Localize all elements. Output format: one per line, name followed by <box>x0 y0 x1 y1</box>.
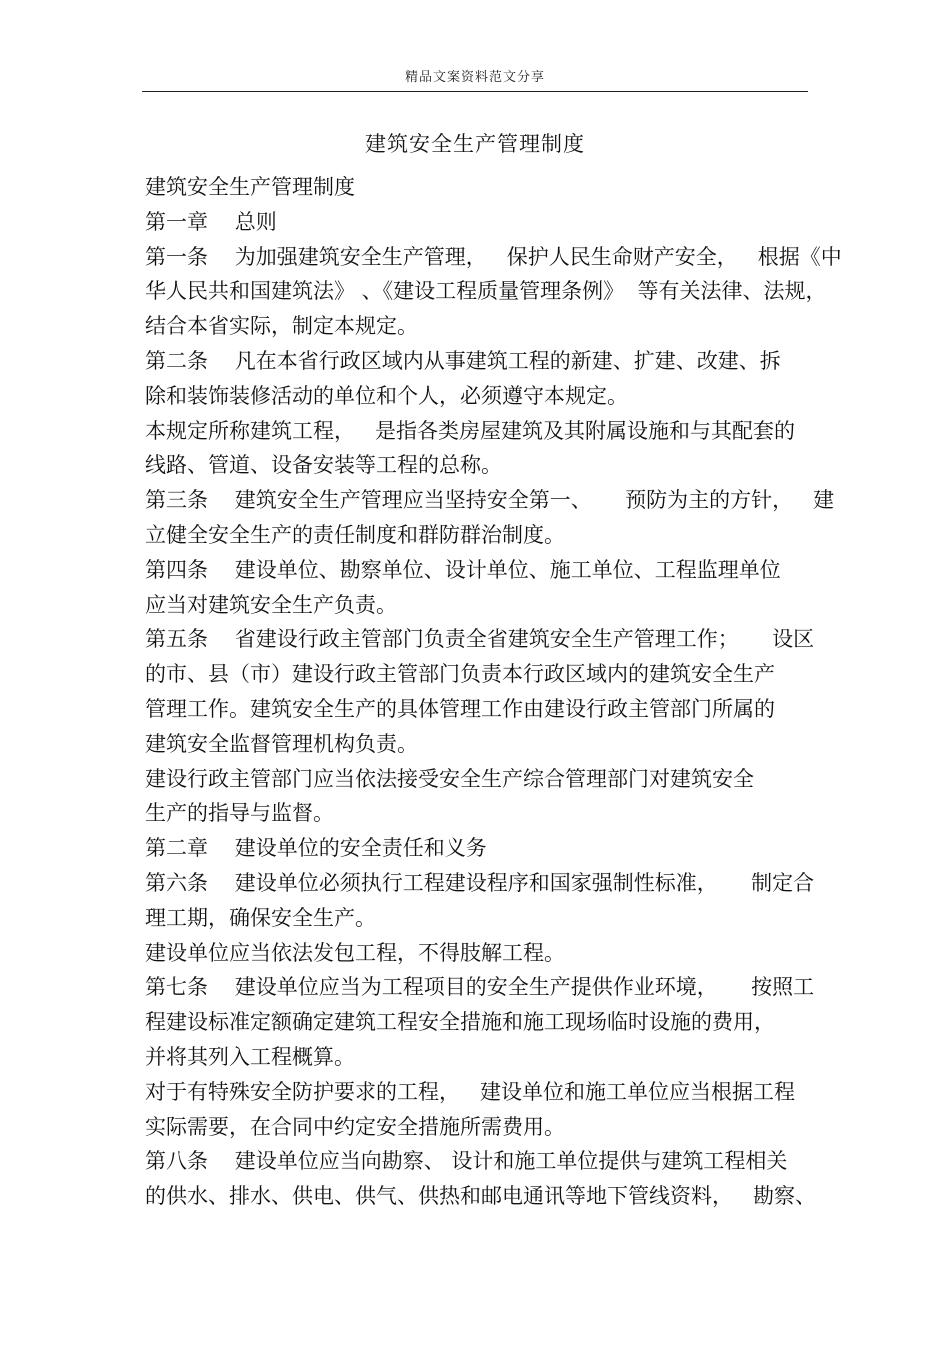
body-line: 华人民共和国建筑法》 、《建设工程质量管理条例》 等有关法律、法规， <box>145 279 827 304</box>
body-line: 线路、管道、设备安装等工程的总称。 <box>145 453 502 478</box>
body-line: 第二章 建设单位的安全责任和义务 <box>145 836 487 861</box>
body-line: 第一条 为加强建筑安全生产管理， 保护人民生命财产安全， 根据《中 <box>145 244 842 269</box>
body-line: 实际需要，在合同中约定安全措施所需费用。 <box>145 1114 565 1139</box>
document-body <box>145 170 842 1214</box>
body-line: 建设行政主管部门应当依法接受安全生产综合管理部门对建筑安全 <box>145 766 754 791</box>
body-line: 的市、县（市）建设行政主管部门负责本行政区域内的建筑安全生产 <box>145 662 775 687</box>
body-line: 第二条 凡在本省行政区域内从事建筑工程的新建、扩建、改建、拆 <box>145 348 781 373</box>
body-line: 管理工作。建筑安全生产的具体管理工作由建设行政主管部门所属的 <box>145 696 775 721</box>
body-line: 立健全安全生产的责任制度和群防群治制度。 <box>145 522 565 547</box>
body-line: 建筑安全生产管理制度 <box>145 175 355 199</box>
document-title: 建筑安全生产管理制度 <box>365 132 585 156</box>
body-line: 第三条 建筑安全生产管理应当坚持安全第一、 预防为主的方针， 建 <box>145 488 835 513</box>
body-line: 生产的指导与监督。 <box>145 801 334 826</box>
body-line: 并将其列入工程概算。 <box>145 1044 355 1069</box>
body-line: 程建设标准定额确定建筑工程安全措施和施工现场临时设施的费用， <box>145 1010 775 1035</box>
body-line: 建设单位应当依法发包工程，不得肢解工程。 <box>145 940 565 965</box>
body-line: 本规定所称建筑工程， 是指各类房屋建筑及其附属设施和与其配套的 <box>145 418 796 443</box>
body-line: 理工期，确保安全生产。 <box>145 905 376 930</box>
body-line: 第四条 建设单位、勘察单位、设计单位、施工单位、工程监理单位 <box>145 557 781 582</box>
body-line: 第一章 总则 <box>145 209 277 234</box>
body-line: 第八条 建设单位应当向勘察、 设计和施工单位提供与建筑工程相关 <box>145 1149 788 1174</box>
body-line: 第五条 省建设行政主管部门负责全省建筑安全生产管理工作； 设区 <box>145 627 815 652</box>
body-line: 应当对建筑安全生产负责。 <box>145 592 397 617</box>
body-line: 结合本省实际，制定本规定。 <box>145 314 418 339</box>
body-line: 的供水、排水、供电、供气、供热和邮电通讯等地下管线资料， 勘察、 <box>145 1184 817 1209</box>
body-line: 对于有特殊安全防护要求的工程， 建设单位和施工单位应当根据工程 <box>145 1079 796 1104</box>
header-divider <box>142 91 808 92</box>
page-header-text: 精品文案资料范文分享 <box>404 70 545 85</box>
body-line: 第六条 建设单位必须执行工程建设程序和国家强制性标准， 制定合 <box>145 870 815 895</box>
body-line: 第七条 建设单位应当为工程项目的安全生产提供作业环境， 按照工 <box>145 975 815 1000</box>
body-line: 建筑安全监督管理机构负责。 <box>145 731 418 756</box>
body-line: 除和装饰装修活动的单位和个人，必须遵守本规定。 <box>145 383 628 408</box>
